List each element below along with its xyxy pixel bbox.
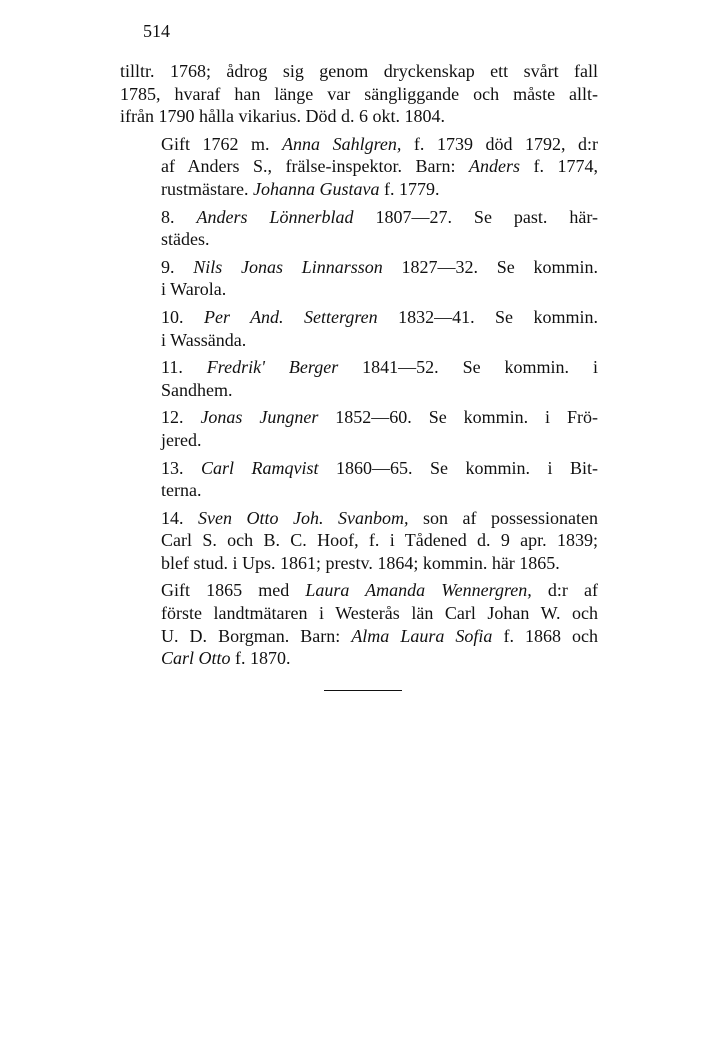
text-line <box>120 602 598 625</box>
text-segment: son af possessionaten <box>408 507 598 528</box>
italic-name: Alma Laura Sofia <box>351 625 493 646</box>
italic-name: Fredrik' Berger <box>206 357 339 378</box>
text-line <box>120 306 598 329</box>
italic-name: Carl Ramqvist <box>201 457 319 478</box>
text-line <box>120 379 598 402</box>
text-segment: Sandhem. <box>161 379 233 400</box>
paragraph <box>120 306 598 351</box>
text-line <box>120 625 598 648</box>
text-segment: rustmästare. <box>161 178 253 199</box>
paragraph <box>120 256 598 301</box>
text-segment: 1827—32. Se kommin. <box>382 256 598 277</box>
text-segment: 13. <box>161 457 201 478</box>
text-line <box>120 479 598 502</box>
text-segment: 1785, hvaraf han länge var sängliggande och måste allt- <box>120 83 598 104</box>
text-segment: Gift 1762 m. <box>161 133 283 154</box>
text-line <box>120 228 598 251</box>
text-line <box>120 457 598 480</box>
text-segment: 9. <box>161 256 194 277</box>
text-segment: Gift 1865 med <box>161 580 306 601</box>
text-segment: blef stud. i Ups. 1861; prestv. 1864; kommin. här 1865. <box>161 552 560 573</box>
text-segment: 10. <box>161 306 204 327</box>
text-line <box>120 529 598 552</box>
italic-name: Anders <box>468 156 520 177</box>
text-segment: Carl S. och B. C. Hoof, f. i Tådened d. 9 apr. 1839; <box>161 530 598 551</box>
text-segment: 14. <box>161 507 199 528</box>
text-segment: f. 1870. <box>230 648 291 669</box>
text-segment: 1832—41. Se kommin. <box>377 306 598 327</box>
text-segment: i Warola. <box>161 279 227 300</box>
text-line <box>120 83 598 106</box>
text-segment: tilltr. 1768; ådrog sig genom dryckenskap ett svårt fall <box>120 61 598 81</box>
italic-name: Sven Otto Joh. Svanbom, <box>198 507 409 528</box>
text-segment: 1852—60. Se kommin. i Frö- <box>318 407 598 428</box>
italic-name: Anna Sahlgren, <box>282 133 402 154</box>
text-segment: f. 1739 död 1792, d:r <box>401 133 598 154</box>
italic-name: Per And. Settergren <box>203 306 378 327</box>
text-segment: af Anders S., frälse-inspektor. Barn: <box>161 156 469 177</box>
text-line <box>120 579 598 602</box>
text-line <box>120 105 598 128</box>
document-body <box>120 60 598 675</box>
text-line <box>120 155 598 178</box>
text-segment: i Wassända. <box>161 329 247 350</box>
text-line <box>120 406 598 429</box>
section-end-rule <box>324 690 402 691</box>
text-segment: städes. <box>161 229 210 250</box>
italic-name: Nils Jonas Linnarsson <box>193 256 383 277</box>
paragraph <box>120 457 598 502</box>
text-line <box>120 647 598 670</box>
text-segment: f. 1774, <box>519 156 598 177</box>
italic-name: Jonas Jungner <box>200 407 319 428</box>
text-segment: 1807—27. Se past. här- <box>353 206 598 227</box>
text-segment: 1860—65. Se kommin. i Bit- <box>318 457 598 478</box>
text-segment: 12. <box>161 407 201 428</box>
text-line <box>120 429 598 452</box>
paragraph <box>120 406 598 451</box>
text-line <box>120 356 598 379</box>
text-segment: f. 1779. <box>379 178 440 199</box>
italic-name: Carl Otto <box>161 648 231 669</box>
text-segment: d:r af <box>531 580 599 601</box>
text-segment: ifrån 1790 hålla vikarius. Död d. 6 okt. 1804. <box>120 106 445 127</box>
text-segment: 1841—52. Se kommin. i <box>338 357 598 378</box>
text-segment: förste landtmätaren i Westerås län Carl Johan W. och <box>161 603 598 624</box>
italic-name: Laura Amanda Wennergren, <box>305 580 532 601</box>
paragraph <box>120 133 598 201</box>
paragraph <box>120 507 598 575</box>
page-number: 514 <box>143 21 170 41</box>
text-line <box>120 178 598 201</box>
text-segment: 11. <box>161 357 207 378</box>
text-segment: jered. <box>161 429 202 450</box>
paragraph <box>120 356 598 401</box>
text-line <box>120 507 598 530</box>
paragraph <box>120 206 598 251</box>
paragraph <box>120 579 598 669</box>
text-segment: U. D. Borgman. Barn: <box>161 625 352 646</box>
italic-name: Johanna Gustava <box>252 178 380 199</box>
text-segment: terna. <box>161 480 202 501</box>
text-segment: 8. <box>161 206 197 227</box>
text-line <box>120 329 598 352</box>
text-segment: f. 1868 och <box>492 625 599 646</box>
italic-name: Anders Lönnerblad <box>196 206 354 227</box>
text-line <box>120 60 598 83</box>
text-line <box>120 278 598 301</box>
text-line <box>120 256 598 279</box>
text-line <box>120 552 598 575</box>
text-line <box>120 133 598 156</box>
paragraph <box>120 60 598 128</box>
text-line <box>120 206 598 229</box>
